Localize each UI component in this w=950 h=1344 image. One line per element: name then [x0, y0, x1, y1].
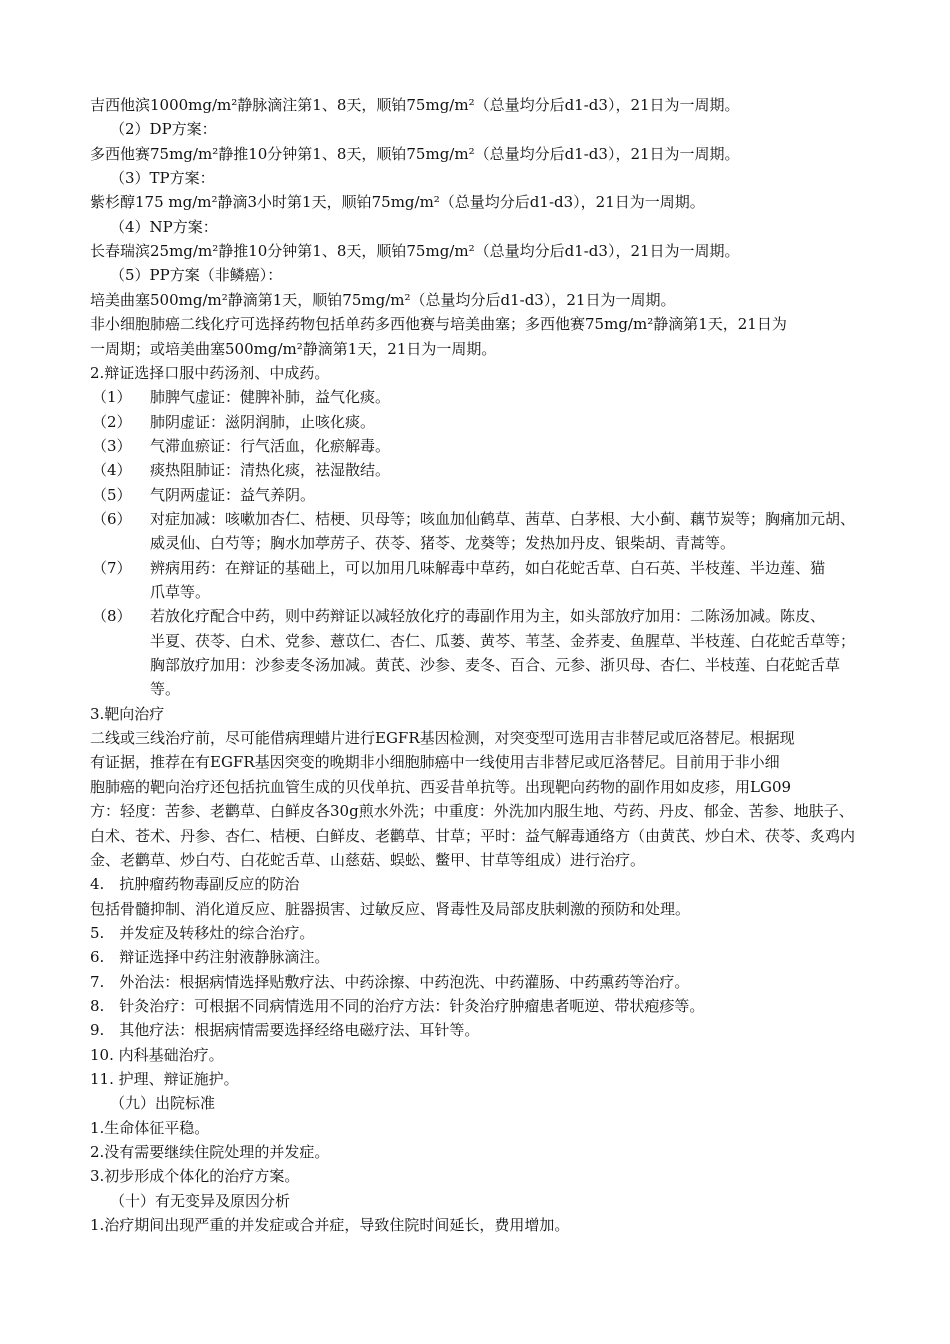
- paragraph-line: 一周期；或培美曲塞500mg/m²静滴第1天，21日为一周期。: [90, 339, 497, 358]
- paragraph-line: 吉西他滨1000mg/m²静脉滴注第1、8天，顺铂75mg/m²（总量均分后d1-d3），21日为一周期。: [90, 96, 740, 114]
- paragraph-line: 11. 护理、辩证施护。: [90, 1070, 239, 1088]
- paragraph-line: 紫杉醇175 mg/m²静滴3小时第1天，顺铂75mg/m²（总量均分后d1-d3），21日为一周期。: [90, 193, 705, 212]
- section-heading: （九）出院标准: [110, 1094, 216, 1113]
- paragraph-line: 8. 针灸治疗：可根据不同病情选用不同的治疗方法：针灸治疗肿瘤患者呃逆、带状疱疹等。: [90, 996, 705, 1015]
- paragraph-line: 金、老鹳草、炒白芍、白花蛇舌草、山慈菇、蜈蚣、鳖甲、甘草等组成）进行治疗。: [90, 850, 646, 869]
- list-item-index: （2）: [92, 412, 132, 431]
- list-item-index: （1）: [92, 388, 132, 407]
- list-item-text: 爪草等。: [150, 583, 211, 601]
- paragraph-line: 有证据，推荐在有EGFR基因突变的晚期非小细胞肺癌中一线使用吉非替尼或厄洛替尼。目前用于非小细: [90, 753, 780, 772]
- list-item-text: 若放化疗配合中药，则中药辩证以减轻放化疗的毒副作用为主，如头部放疗加用：二陈汤加减。陈皮、: [150, 607, 826, 626]
- list-item-text: 肺阴虚证：滋阴润肺，止咳化痰。: [150, 412, 376, 431]
- paragraph-line: 非小细胞肺癌二线化疗可选择药物包括单药多西他赛与培美曲塞；多西他赛75mg/m²静滴第1天，21日为: [90, 315, 787, 334]
- paragraph-line: 5. 并发症及转移灶的综合治疗。: [90, 923, 315, 942]
- paragraph-line: 3.初步形成个体化的治疗方案。: [90, 1167, 300, 1186]
- list-item-text: 气滞血瘀证：行气活血，化瘀解毒。: [150, 436, 391, 455]
- paragraph-line: 胞肺癌的靶向治疗还包括抗血管生成的贝伐单抗、西妥昔单抗等。出现靶向药物的副作用如皮疹，用LG09: [90, 777, 792, 796]
- paragraph-line: 10. 内科基础治疗。: [90, 1045, 224, 1064]
- list-item-index: （4）: [92, 461, 132, 480]
- paragraph-line: 3.靶向治疗: [90, 704, 165, 723]
- list-item-text: 对症加减：咳嗽加杏仁、桔梗、贝母等；咳血加仙鹤草、茜草、白茅根、大小蓟、藕节炭等；胸痛加元胡、: [150, 509, 856, 528]
- list-item-text: 威灵仙、白芍等；胸水加葶苈子、茯苓、猪苓、龙葵等；发热加丹皮、银柴胡、青蒿等。: [150, 534, 736, 553]
- paragraph-line: 2.没有需要继续住院处理的并发症。: [90, 1143, 330, 1162]
- list-item-text: 等。: [150, 680, 181, 699]
- section-heading: （5）PP方案（非鳞癌）：: [110, 266, 283, 285]
- paragraph-line: 多西他赛75mg/m²静推10分钟第1、8天，顺铂75mg/m²（总量均分后d1-d3），21日为一周期。: [90, 144, 740, 163]
- paragraph-line: 长春瑞滨25mg/m²静推10分钟第1、8天，顺铂75mg/m²（总量均分后d1-d3），21日为一周期。: [90, 242, 740, 261]
- list-item-index: （3）: [92, 436, 132, 455]
- list-item-index: （5）: [92, 485, 132, 504]
- paragraph-line: 1.治疗期间出现严重的并发症或合并症，导致住院时间延长，费用增加。: [90, 1216, 570, 1235]
- paragraph-line: 4. 抗肿瘤药物毒副反应的防治: [90, 875, 300, 894]
- list-item-index: （6）: [92, 509, 132, 528]
- paragraph-line: 培美曲塞500mg/m²静滴第1天，顺铂75mg/m²（总量均分后d1-d3），21日为一周期。: [90, 290, 676, 309]
- paragraph-line: 6. 辩证选择中药注射液静脉滴注。: [90, 948, 330, 967]
- section-heading: （4）NP方案：: [110, 217, 218, 236]
- paragraph-line: 1.生命体征平稳。: [90, 1118, 210, 1137]
- paragraph-line: 白术、苍术、丹参、杏仁、桔梗、白鲜皮、老鹳草、甘草；平时：益气解毒通络方（由黄芪、炒白术、茯苓、炙鸡内: [90, 826, 856, 845]
- list-item-text: 气阴两虚证：益气养阴。: [150, 485, 316, 504]
- section-heading: （2）DP方案：: [110, 120, 217, 139]
- list-item-index: （8）: [92, 607, 132, 626]
- paragraph-line: 二线或三线治疗前，尽可能借病理蜡片进行EGFR基因检测，对突变型可选用吉非替尼或厄洛替尼。根据现: [90, 729, 795, 748]
- list-item-text: 痰热阻肺证：清热化痰，祛湿散结。: [150, 461, 391, 480]
- list-item-text: 肺脾气虚证：健脾补肺，益气化痰。: [150, 388, 391, 407]
- paragraph-line: 2.辩证选择口服中药汤剂、中成药。: [90, 363, 330, 382]
- list-item-text: 辨病用药：在辩证的基础上，可以加用几味解毒中草药，如白花蛇舌草、白石英、半枝莲、半边莲、猫: [150, 558, 826, 577]
- section-heading: （3）TP方案：: [110, 169, 215, 188]
- list-item-text: 胸部放疗加用：沙参麦冬汤加减。黄芪、沙参、麦冬、百合、元参、浙贝母、杏仁、半枝莲、白花蛇舌草: [150, 656, 841, 675]
- paragraph-line: 7. 外治法：根据病情选择贴敷疗法、中药涂擦、中药泡洗、中药灌肠、中药熏药等治疗。: [90, 972, 690, 991]
- list-item-index: （7）: [92, 558, 132, 577]
- paragraph-line: 9. 其他疗法：根据病情需要选择经络电磁疗法、耳针等。: [90, 1021, 480, 1040]
- paragraph-line: 方：轻度：苦参、老鹳草、白鲜皮各30g煎水外洗；中重度：外洗加内服生地、芍药、丹皮、郁金、苦参、地肤子、: [90, 802, 854, 821]
- paragraph-line: 包括骨髓抑制、消化道反应、脏器损害、过敏反应、肾毒性及局部皮肤刺激的预防和处理。: [90, 899, 691, 918]
- section-heading: （十）有无变异及原因分析: [110, 1191, 291, 1210]
- list-item-text: 半夏、茯苓、白术、党参、薏苡仁、杏仁、瓜蒌、黄芩、苇茎、金荞麦、鱼腥草、半枝莲、白花蛇舌草等；: [150, 631, 856, 650]
